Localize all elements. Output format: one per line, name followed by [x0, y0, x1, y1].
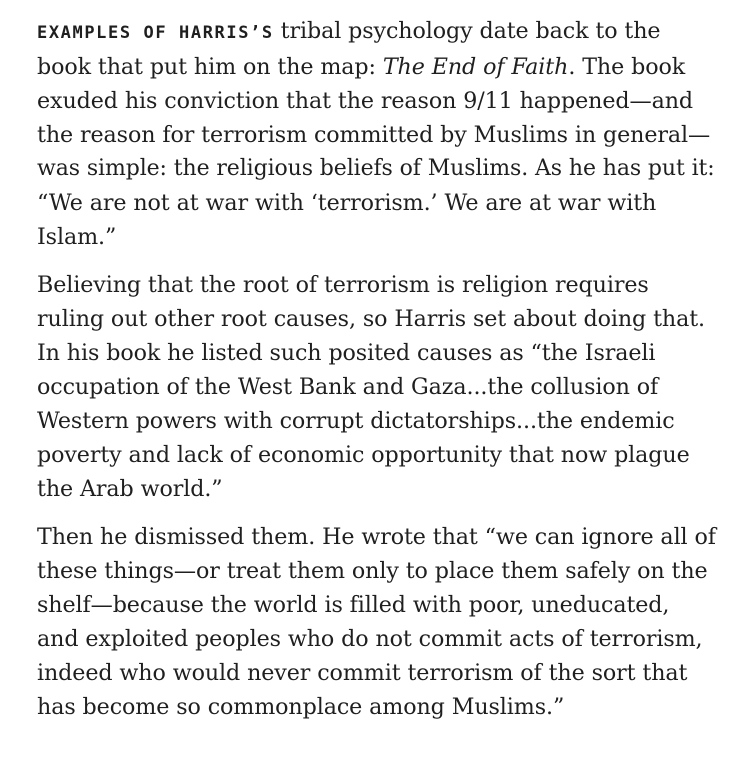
article-body [37, 14, 717, 738]
text-segment: book that put him on the map: [37, 54, 383, 80]
text-line: Believing that the root of terrorism is religion requires [37, 272, 649, 298]
text-line: “We are not at war with ‘terrorism.’ We are at war with [37, 190, 657, 216]
text-line: the reason for terrorism committed by Muslims in general— [37, 122, 711, 148]
text-line: these things—or treat them only to place them safely on the [37, 558, 708, 584]
text-line: indeed who would never commit terrorism of the sort that [37, 660, 688, 686]
paragraph-2 [37, 268, 717, 506]
text-line: and exploited peoples who do not commit acts of terrorism, [37, 626, 703, 652]
text-segment: tribal psychology date back to the [273, 18, 661, 44]
section-kicker: EXAMPLES OF HARRIS’S [37, 23, 274, 43]
text-line: the Arab world.” [37, 476, 223, 502]
text-line: Islam.” [37, 224, 117, 250]
text-line: was simple: the religious beliefs of Muslims. As he has put it: [37, 156, 715, 181]
text-line: ruling out other root causes, so Harris set about doing that. [37, 306, 706, 332]
book-title: The End of Faith [382, 54, 569, 80]
text-line [37, 50, 717, 84]
text-line [37, 14, 717, 50]
text-line: has become so commonplace among Muslims.” [37, 694, 565, 720]
text-line: Western powers with corrupt dictatorships...the endemic [37, 408, 675, 434]
text-line: poverty and lack of economic opportunity that now plague [37, 442, 690, 468]
text-line: exuded his conviction that the reason 9/11 happened—and [37, 88, 693, 114]
text-line: In his book he listed such posited causes as “the Israeli [37, 340, 656, 366]
text-line: shelf—because the world is filled with poor, uneducated, [37, 592, 670, 618]
text-segment: . The book [568, 54, 686, 80]
text-line: Then he dismissed them. He wrote that “we can ignore all of [37, 524, 716, 550]
paragraph-1 [37, 14, 717, 254]
paragraph-3 [37, 520, 717, 724]
text-line: occupation of the West Bank and Gaza...the collusion of [37, 374, 659, 400]
